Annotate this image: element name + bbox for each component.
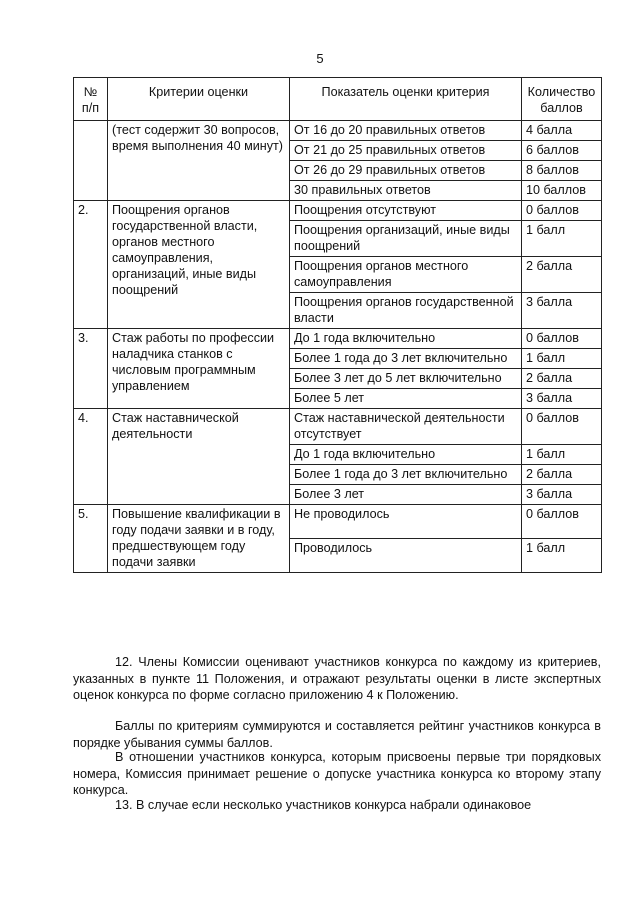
table-row [74,505,602,539]
indicator-cell: Более 1 года до 3 лет включительно [290,465,522,485]
indicator-cell: От 21 до 25 правильных ответов [290,141,522,161]
criterion-name: Стаж наставнической деятельности [108,409,290,505]
indicator-cell: Не проводилось [290,505,522,539]
table-row [74,409,602,445]
points-cell: 1 балл [522,539,602,573]
indicator-cell: До 1 года включительно [290,445,522,465]
header-indicator: Показатель оценки критерия [290,78,522,121]
points-cell: 3 балла [522,389,602,409]
points-cell: 4 балла [522,121,602,141]
paragraph-12: 12. Члены Комиссии оценивают участников конкурса по каждому из критериев, указанных в пункте 11 Положения, и отражают результаты оценки в листе экспертных оценок конкурса по форме согласно приложению 4 к Положению. [73,655,601,702]
table-header-row [74,78,602,121]
header-criteria: Критерии оценки [108,78,290,121]
points-cell: 1 балл [522,221,602,257]
points-cell: 10 баллов [522,181,602,201]
points-cell: 2 балла [522,369,602,389]
table-row [74,121,602,141]
indicator-cell: Поощрения организаций, иные виды поощрений [290,221,522,257]
criterion-name: Повышение квалификации в году подачи заявки и в году, предшествующем году подачи заявки [108,505,290,573]
indicator-cell: Поощрения отсутствуют [290,201,522,221]
indicator-cell: Проводилось [290,539,522,573]
indicator-cell: Более 3 лет до 5 лет включительно [290,369,522,389]
header-points: Количество баллов [522,78,602,121]
points-cell: 2 балла [522,257,602,293]
points-cell: 1 балл [522,349,602,369]
criterion-number [74,121,108,201]
indicator-cell: Поощрения органов местного самоуправления [290,257,522,293]
criterion-number: 3. [74,329,108,409]
criteria-table [73,77,602,573]
indicator-cell: Более 1 года до 3 лет включительно [290,349,522,369]
points-cell: 8 баллов [522,161,602,181]
indicator-cell: Поощрения органов государственной власти [290,293,522,329]
indicator-cell: 30 правильных ответов [290,181,522,201]
indicator-cell: От 26 до 29 правильных ответов [290,161,522,181]
paragraph-13: 13. В случае если несколько участников конкурса набрали одинаковое [115,798,532,812]
criterion-number: 2. [74,201,108,329]
indicator-cell: Более 3 лет [290,485,522,505]
table-body [74,121,602,573]
indicator-cell: Стаж наставнической деятельности отсутствует [290,409,522,445]
criterion-name: (тест содержит 30 вопросов, время выполнения 40 минут) [108,121,290,201]
points-cell: 1 балл [522,445,602,465]
criterion-name: Стаж работы по профессии наладчика станков с числовым программным управлением [108,329,290,409]
indicator-cell: До 1 года включительно [290,329,522,349]
points-cell: 3 балла [522,485,602,505]
points-cell: 0 баллов [522,505,602,539]
points-cell: 2 балла [522,465,602,485]
points-cell: 0 баллов [522,329,602,349]
points-cell: 6 баллов [522,141,602,161]
paragraph-scores: Баллы по критериям суммируются и составляется рейтинг участников конкурса в порядке убывания суммы баллов. [73,719,601,750]
points-cell: 3 балла [522,293,602,329]
header-num: № п/п [74,78,108,121]
criterion-name: Поощрения органов государственной власти, органов местного самоуправления, организаций, иные виды поощрений [108,201,290,329]
criterion-number: 4. [74,409,108,505]
table-row [74,201,602,221]
paragraph-top-three: В отношении участников конкурса, которым присвоены первые три порядковых номера, Комиссия принимает решение о допуске участника конкурса ко второму этапу конкурса. [73,750,601,797]
page-number: 5 [316,51,324,66]
points-cell: 0 баллов [522,409,602,445]
table-row [74,329,602,349]
indicator-cell: Более 5 лет [290,389,522,409]
indicator-cell: От 16 до 20 правильных ответов [290,121,522,141]
points-cell: 0 баллов [522,201,602,221]
criterion-number: 5. [74,505,108,573]
